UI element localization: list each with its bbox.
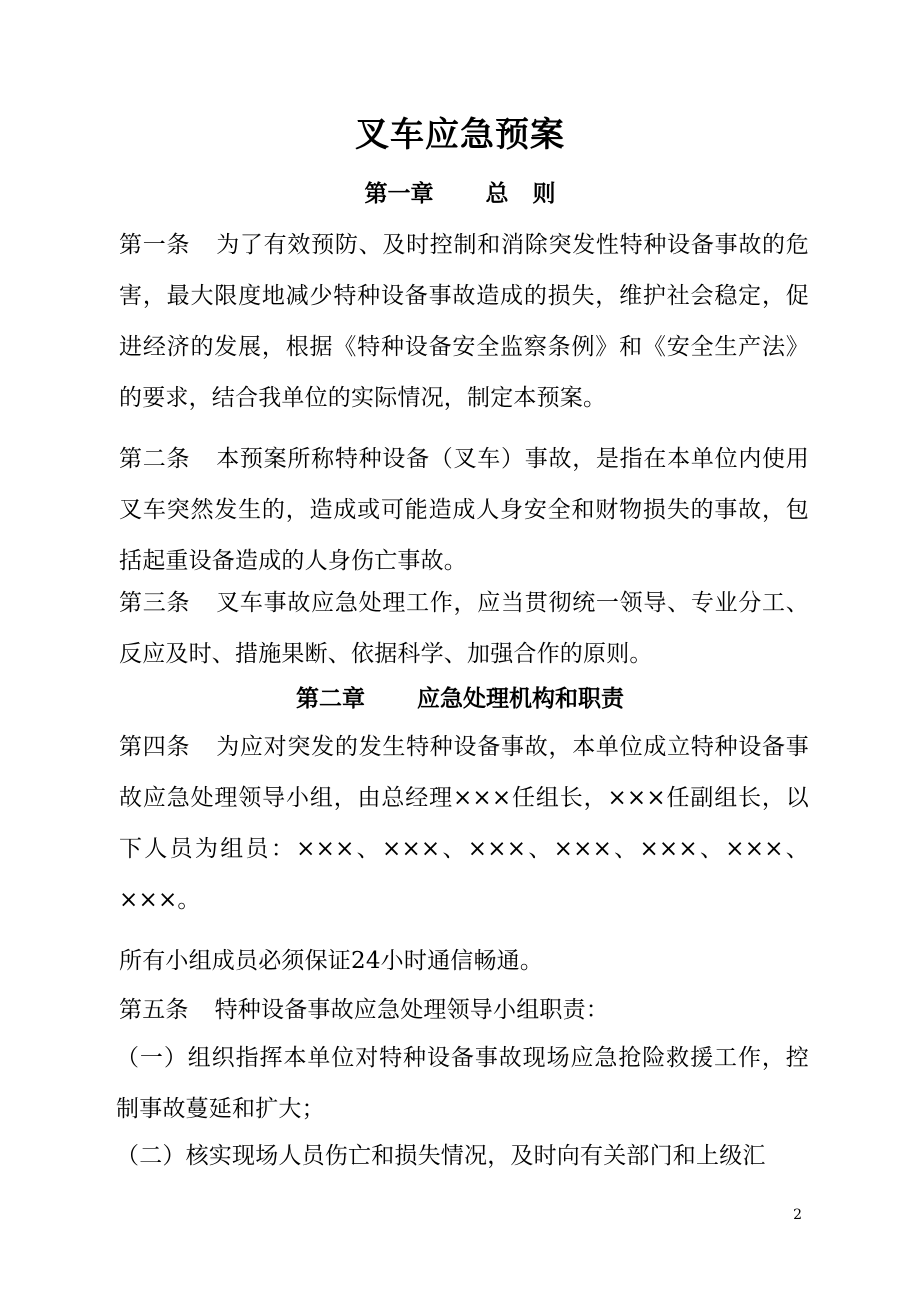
article-2 xyxy=(119,434,809,587)
chapter-1-heading xyxy=(0,176,920,212)
article-5-text: 特种设备事故应急处理领导小组职责： xyxy=(214,997,610,1023)
article-4-label: 第四条 xyxy=(119,734,191,760)
duty-item-1: （一）组织指挥本单位对特种设备事故现场应急抢险救援工作，控制事故蔓延和扩大； xyxy=(116,1045,809,1122)
article-4 xyxy=(119,722,809,926)
article-3 xyxy=(119,578,809,680)
duty-item-2: （二）核实现场人员伤亡和损失情况，及时向有关部门和上级汇 xyxy=(116,1143,766,1169)
article-1 xyxy=(119,220,809,424)
article-3-label: 第三条 xyxy=(119,590,191,616)
article-5 xyxy=(119,985,809,1036)
article-2-text: 本预案所称特种设备（叉车）事故，是指在本单位内使用叉车突然发生的，造成或可能造成人身安全和财物损失的事故，包括起重设备造成的人身伤亡事故。 xyxy=(119,446,809,574)
article-3-text: 叉车事故应急处理工作，应当贯彻统一领导、专业分工、反应及时、措施果断、依据科学、加强合作的原则。 xyxy=(119,590,809,667)
page-number: 2 xyxy=(793,1207,802,1223)
article-1-label: 第一条 xyxy=(119,232,191,258)
article-2-label: 第二条 xyxy=(119,446,191,472)
article-5-label: 第五条 xyxy=(119,997,189,1023)
chapter-1-name-a: 总 xyxy=(485,180,509,207)
chapter-2-label: 第二章 xyxy=(296,685,365,712)
chapter-2-heading xyxy=(0,681,920,717)
article-1-text: 为了有效预防、及时控制和消除突发性特种设备事故的危害，最大限度地减少特种设备事故造成的损失，维护社会稳定，促进经济的发展，根据《特种设备安全监察条例》和《安全生产法》的要求，结合我单位的实际情况，制定本预案。 xyxy=(119,232,809,411)
article-4-text: 为应对突发的发生特种设备事故，本单位成立特种设备事故应急处理领导小组，由总经理×××任组长，×××任副组长，以下人员为组员：×××、×××、×××、×××、×××、×××、×××。 xyxy=(119,734,809,913)
chapter-2-name: 应急处理机构和职责 xyxy=(417,685,624,712)
chapter-1-name-b: 则 xyxy=(532,180,556,207)
chapter-1-label: 第一章 xyxy=(364,180,434,207)
document-title: 叉车应急预案 xyxy=(355,115,565,155)
contact-note: 所有小组成员必须保证24小时通信畅通。 xyxy=(119,948,544,974)
